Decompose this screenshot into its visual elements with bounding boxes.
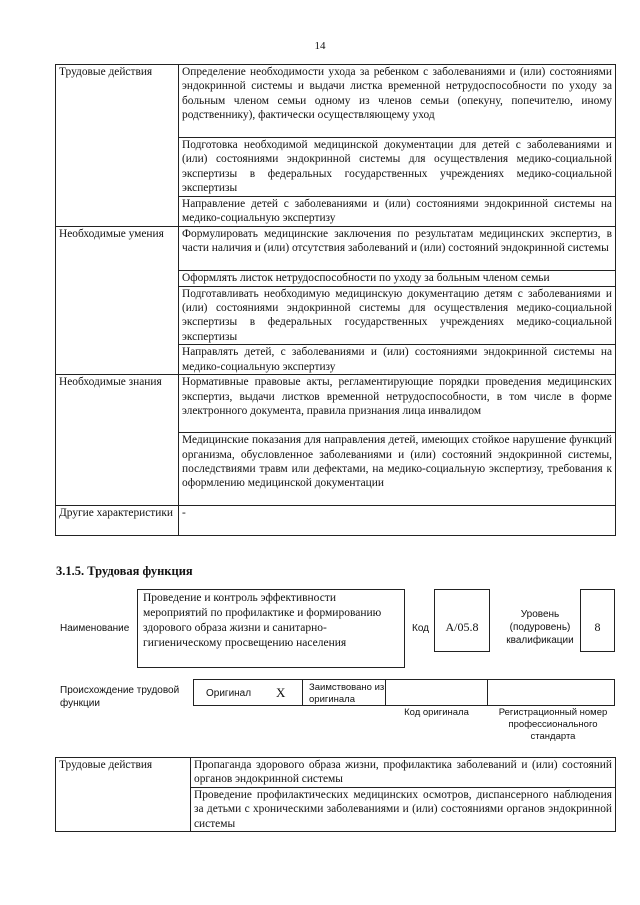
name-label: Наименование [60,623,130,634]
reg-number-cell [487,679,615,706]
labor-function-table [55,64,616,536]
original-code-cell [385,679,488,706]
function-name-value: Проведение и контроль эффективности мероприятий по профилактике и формированию здорового образа жизни и санитарно-гигиеническому просвещению населения [143,592,382,649]
original-label: Оригинал [206,688,252,699]
borrowed-label: Заимствовано из оригинала [309,682,385,705]
table-cell: Медицинские показания для направления детей, имеющих стойкое нарушение функций организма, обусловленное заболеваниями и (или) состояний эндокринной системы, последствиями травм или дефектами, на медико-социальную экспертизу, требования к оформлению медицинской документации [179,433,616,506]
labor-actions-table [55,757,616,832]
row-label-required-skills: Необходимые умения [56,226,179,375]
borrowed-cell [302,679,386,706]
code-label: Код [412,623,430,634]
row-label-labor-actions: Трудовые действия [56,65,179,227]
table-cell: Подготовка необходимой медицинской документации для детей с заболеваниями и (или) состояниями эндокринной системы для осуществления медико-социальной экспертизы в федеральных государственных учреждениях медико-социальной экспертизы [179,138,616,197]
origin-label: Происхождение трудовой функции [60,685,180,709]
table-row [56,506,616,536]
original-cell [193,679,303,706]
table-cell: Направление детей с заболеваниями и (или) состояниями эндокринной системы на медико-социальную экспертизу [179,196,616,226]
original-mark: X [276,685,286,700]
page-number: 14 [314,40,326,52]
level-value: 8 [594,620,601,634]
function-name-box [137,589,405,668]
code-value: A/05.8 [445,620,479,634]
row-label-required-knowledge: Необходимые знания [56,375,179,506]
table-cell: Формулировать медицинские заключения по результатам медицинских экспертиз, в части наличия и (или) отсутствия заболеваний и (или) состояний эндокринной системы [179,226,616,270]
table-cell: Определение необходимости ухода за ребенком с заболеваниями и (или) состояниями эндокринной системы и выдачи листка временной нетрудоспособности по уходу за больным членом семьи одному из членов семьи (опекуну, попечителю, иному родственнику), фактически осуществляющему уход [179,65,616,138]
table-cell: Нормативные правовые акты, регламентирующие порядки проведения медицинских экспертиз, выдачи листков временной нетрудоспособности, в том числе в форме электронного документа, правила признания лица инвалидом [179,375,616,433]
row-label-labor-actions: Трудовые действия [56,758,191,832]
row-label-other-characteristics: Другие характеристики [56,506,179,536]
section-title: 3.1.5. Трудовая функция [56,564,193,578]
original-code-caption: Код оригинала [404,707,469,718]
table-cell: Оформлять листок нетрудоспособности по уходу за больным членом семьи [179,270,616,286]
table-row [56,226,616,270]
table-row [56,758,616,788]
table-cell: Пропаганда здорового образа жизни, профилактика заболеваний и (или) состояний органов эндокринной системы [191,758,616,788]
table-cell: Подготавливать необходимую медицинскую документацию детям с заболеваниями и (или) состояниями эндокринной системы для осуществления медико-социальной экспертизы в федеральных государственных учреждениях медико-социальной экспертизы [179,286,616,345]
table-cell: - [179,506,616,536]
level-label: Уровень (подуровень) квалификации [506,609,574,646]
level-box [580,589,615,652]
table-cell: Проведение профилактических медицинских осмотров, диспансерного наблюдения за детьми с хроническими заболеваниями и (или) состояниями органов эндокринной системы [191,788,616,832]
reg-number-caption: Регистрационный номер профессионального стандарта [498,707,608,742]
code-box [434,589,490,652]
table-row [56,375,616,433]
table-row [56,65,616,138]
table-cell: Направлять детей, с заболеваниями и (или) состояниями эндокринной системы на медико-социальную экспертизу [179,345,616,375]
